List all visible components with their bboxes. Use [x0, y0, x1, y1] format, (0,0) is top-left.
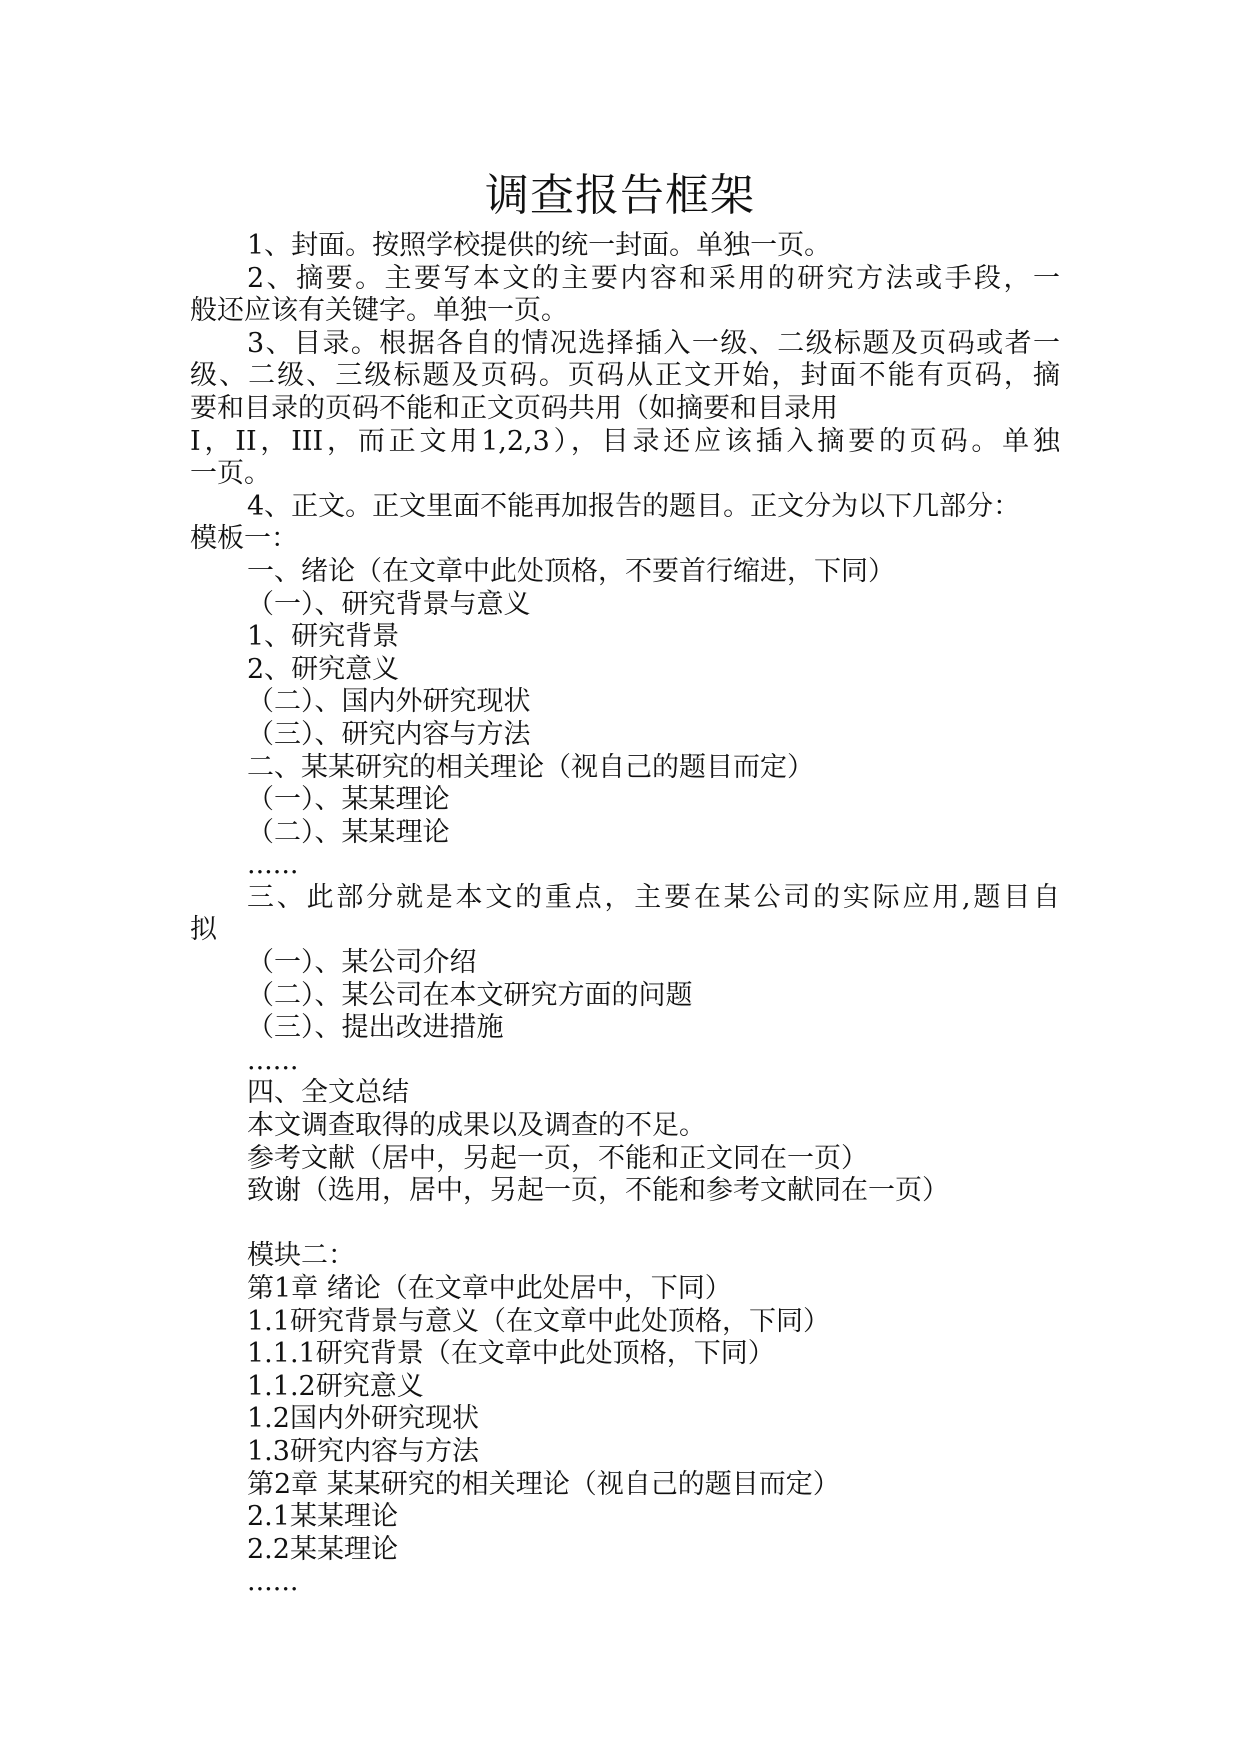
outline-item: 1、研究背景: [247, 621, 400, 653]
paragraph-line: 般还应该有关键字。单独一页。: [190, 295, 568, 327]
outline-item: 2.2某某理论: [247, 1533, 398, 1565]
paragraph-line: 4、正文。正文里面不能再加报告的题目。正文分为以下几部分：: [247, 490, 1021, 522]
outline-item: 第2章 某某研究的相关理论（视自己的题目而定）: [247, 1468, 840, 1500]
paragraph-line: I，II，III，而正文用1,2,3），目录还应该插入摘要的页码。单独: [190, 425, 1060, 457]
outline-item: 2、研究意义: [247, 653, 400, 685]
outline-item: 1.1研究背景与意义（在文章中此处顶格，下同）: [247, 1305, 830, 1337]
outline-item: 二、某某研究的相关理论（视自己的题目而定）: [247, 751, 814, 783]
outline-item: （一）、某公司介绍: [247, 947, 477, 979]
section-heading: 模块二：: [247, 1240, 355, 1272]
outline-item: 致谢（选用，居中，另起一页，不能和参考文献同在一页）: [247, 1175, 949, 1207]
blank-line: [190, 1208, 1060, 1241]
ellipsis: ......: [247, 1566, 299, 1598]
outline-item: 三、此部分就是本文的重点，主要在某公司的实际应用,题目自: [247, 881, 1060, 913]
paragraph-line: 要和目录的页码不能和正文页码共用（如摘要和目录用: [190, 392, 838, 424]
outline-item: （二）、某公司在本文研究方面的问题: [247, 979, 693, 1011]
outline-item: 一、绪论（在文章中此处顶格，不要首行缩进，下同）: [247, 555, 895, 587]
outline-item: 1.1.2研究意义: [247, 1370, 424, 1402]
paragraph-line: 级、二级、三级标题及页码。页码从正文开始，封面不能有页码，摘: [190, 360, 1060, 392]
outline-item: （三）、提出改进措施: [247, 1012, 504, 1044]
paragraph-line: 3、目录。根据各自的情况选择插入一级、二级标题及页码或者一: [247, 327, 1060, 359]
paragraph-line: 2、摘要。主要写本文的主要内容和采用的研究方法或手段，一: [247, 262, 1060, 294]
outline-item: 2.1某某理论: [247, 1501, 398, 1533]
outline-item: 四、全文总结: [247, 1077, 409, 1109]
outline-item: （一）、研究背景与意义: [247, 588, 531, 620]
outline-item: （一）、某某理论: [247, 784, 450, 816]
page-title: 调查报告框架: [485, 170, 755, 221]
ellipsis: ......: [247, 849, 299, 881]
document-body: [190, 230, 1060, 1599]
outline-item: （二）、某某理论: [247, 816, 450, 848]
outline-item: （三）、研究内容与方法: [247, 718, 531, 750]
outline-item: 本文调查取得的成果以及调查的不足。: [247, 1110, 706, 1142]
paragraph-line: 1、封面。按照学校提供的统一封面。单独一页。: [247, 230, 832, 261]
outline-item: 第1章 绪论（在文章中此处居中，下同）: [247, 1273, 732, 1304]
outline-item: （二）、国内外研究现状: [247, 686, 531, 718]
outline-item: 1.2国内外研究现状: [247, 1403, 479, 1435]
outline-item: 1.3研究内容与方法: [247, 1435, 479, 1467]
outline-item: 拟: [190, 914, 217, 946]
section-heading: 模板一：: [190, 523, 298, 555]
outline-item: 1.1.1研究背景（在文章中此处顶格，下同）: [247, 1338, 775, 1370]
outline-item: 参考文献（居中，另起一页，不能和正文同在一页）: [247, 1142, 868, 1174]
paragraph-line: 一页。: [190, 458, 271, 490]
ellipsis: ......: [247, 1044, 299, 1076]
